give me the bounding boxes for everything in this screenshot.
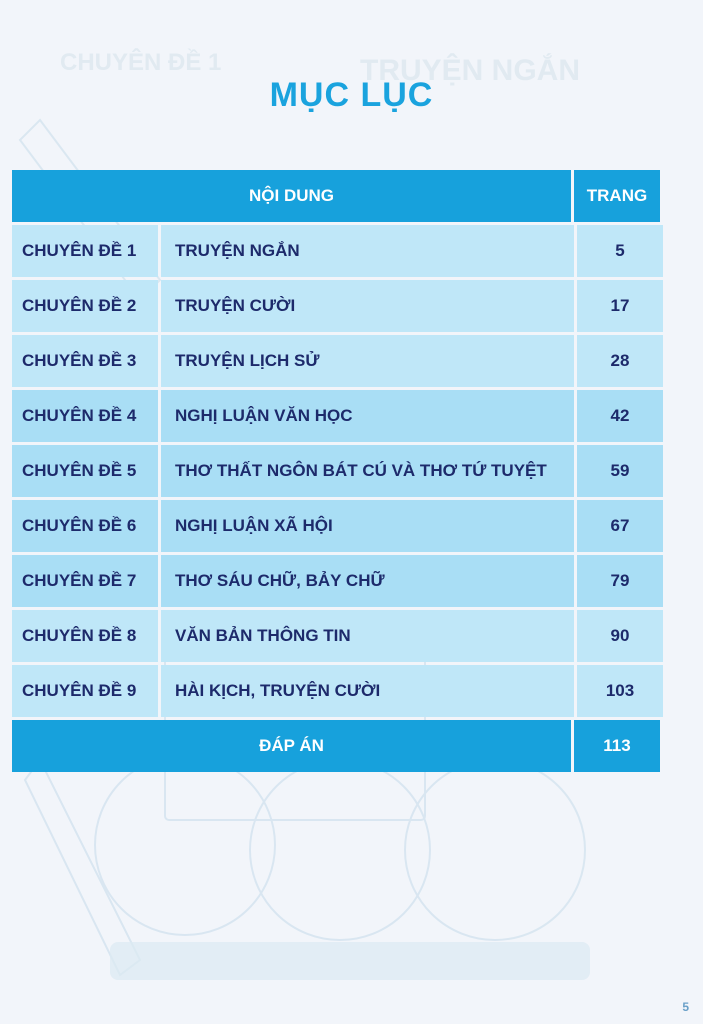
chapter-page: 28 — [577, 335, 663, 387]
header-content-label: NỘI DUNG — [12, 170, 571, 222]
page-title: MỤC LỤC — [269, 76, 434, 114]
chapter-page: 59 — [577, 445, 663, 497]
chapter-label: CHUYÊN ĐỀ 6 — [12, 500, 158, 552]
table-row — [12, 280, 663, 332]
table-row — [12, 445, 663, 497]
table-row — [12, 500, 663, 552]
chapter-page: 90 — [577, 610, 663, 662]
chapter-page: 79 — [577, 555, 663, 607]
page-number: 5 — [682, 1000, 689, 1014]
chapter-label: CHUYÊN ĐỀ 4 — [12, 390, 158, 442]
chapter-label: CHUYÊN ĐỀ 1 — [12, 225, 158, 277]
chapter-label: CHUYÊN ĐỀ 5 — [12, 445, 158, 497]
header-page-label: TRANG — [574, 170, 660, 222]
table-of-contents — [12, 170, 663, 775]
chapter-label: CHUYÊN ĐỀ 2 — [12, 280, 158, 332]
chapter-label: CHUYÊN ĐỀ 3 — [12, 335, 158, 387]
table-row — [12, 610, 663, 662]
table-row — [12, 555, 663, 607]
chapter-title: TRUYỆN CƯỜI — [161, 280, 574, 332]
chapter-label: CHUYÊN ĐỀ 8 — [12, 610, 158, 662]
chapter-page: 5 — [577, 225, 663, 277]
svg-text:CHUYÊN ĐỀ 1: CHUYÊN ĐỀ 1 — [60, 49, 222, 76]
table-footer — [12, 720, 663, 772]
chapter-title: THƠ SÁU CHỮ, BẢY CHỮ — [161, 555, 574, 607]
chapter-title: NGHỊ LUẬN XÃ HỘI — [161, 500, 574, 552]
chapter-title: NGHỊ LUẬN VĂN HỌC — [161, 390, 574, 442]
chapter-label: CHUYÊN ĐỀ 7 — [12, 555, 158, 607]
chapter-title: TRUYỆN LỊCH SỬ — [161, 335, 574, 387]
svg-text:TRUYỆN NGẮN: TRUYỆN NGẮN — [360, 54, 581, 87]
chapter-title: TRUYỆN NGẮN — [161, 225, 574, 277]
chapter-title: VĂN BẢN THÔNG TIN — [161, 610, 574, 662]
chapter-page: 17 — [577, 280, 663, 332]
table-row — [12, 335, 663, 387]
chapter-page: 42 — [577, 390, 663, 442]
chapter-page: 103 — [577, 665, 663, 717]
chapter-title: THƠ THẤT NGÔN BÁT CÚ VÀ THƠ TỨ TUYỆT — [161, 445, 574, 497]
answers-page: 113 — [574, 720, 660, 772]
table-row — [12, 665, 663, 717]
chapter-title: HÀI KỊCH, TRUYỆN CƯỜI — [161, 665, 574, 717]
answers-label: ĐÁP ÁN — [12, 720, 571, 772]
chapter-label: CHUYÊN ĐỀ 9 — [12, 665, 158, 717]
table-row — [12, 225, 663, 277]
chapter-page: 67 — [577, 500, 663, 552]
table-header — [12, 170, 663, 222]
table-row — [12, 390, 663, 442]
